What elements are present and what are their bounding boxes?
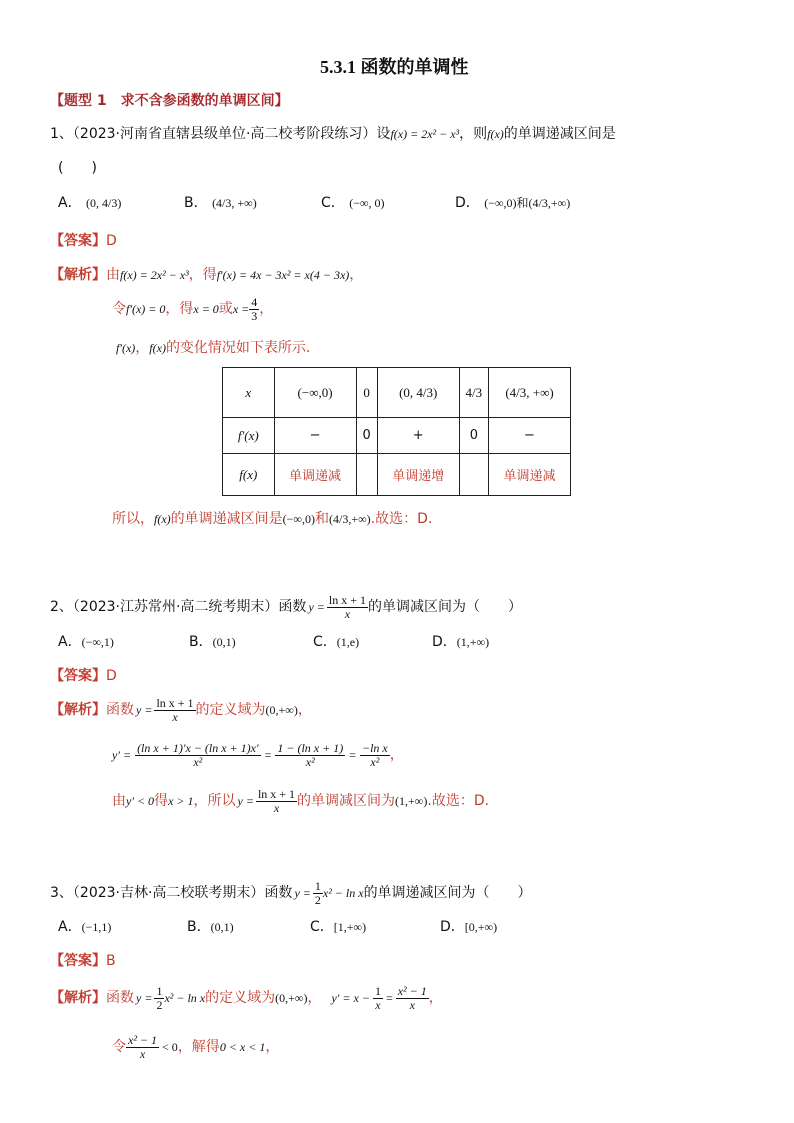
inequality-fraction <box>126 1034 159 1060</box>
q2-option-c <box>313 635 359 649</box>
table-cell: 单调递减 <box>489 454 571 496</box>
math-expr: (0,+∞) <box>265 703 298 718</box>
text: 和 <box>314 511 329 527</box>
denominator: x <box>375 997 381 1012</box>
table-cell: (−∞,0) <box>274 368 356 418</box>
equals: = <box>349 748 356 763</box>
denominator: x <box>172 709 178 724</box>
text: 由 <box>112 793 126 810</box>
q1-prefix: 1、（2023·河南省直辖县级单位·高二校考阶段练习）设 <box>50 126 391 142</box>
analysis-label: 【解析】 <box>50 267 106 283</box>
denominator: x <box>344 606 351 621</box>
answer-label: 【答案】 <box>50 668 106 684</box>
text: ，所以 <box>193 793 236 810</box>
fraction-one-half <box>313 880 323 906</box>
text: 的定义域为 <box>205 990 276 1007</box>
derivative-fraction-1 <box>135 742 261 768</box>
math-expr: x > 1 <box>168 794 194 809</box>
denominator: x² <box>193 754 203 769</box>
q2-derivative <box>112 742 404 768</box>
q3-analysis-line1 <box>50 985 443 1011</box>
text: 所以， <box>112 511 154 527</box>
q2-option-b <box>189 635 236 649</box>
q2-option-a <box>58 635 114 649</box>
table-cell: − <box>274 418 356 454</box>
q3-option-d <box>440 920 497 934</box>
math-expr: x² − ln x <box>164 991 206 1006</box>
table-cell: 单调递增 <box>377 454 459 496</box>
math-expr: f(x) = 2x² − x³ <box>120 268 189 282</box>
text: ， <box>307 990 322 1007</box>
option-value: [1,+∞) <box>333 920 367 934</box>
denominator: x <box>139 1046 146 1061</box>
fraction-4-3: $\frac{4}{3}$ <box>251 295 258 323</box>
q2-analysis-line1 <box>50 697 312 723</box>
fraction-one-half <box>154 985 164 1011</box>
q1-option-d <box>455 196 570 210</box>
option-label: A． <box>58 634 82 650</box>
table-row <box>223 418 571 454</box>
table-cell <box>459 454 488 496</box>
section-heading: 【题型 1 求不含参函数的单调区间】 <box>50 93 289 109</box>
variation-table <box>222 367 571 496</box>
q1-analysis-line3 <box>116 341 310 355</box>
numerator: 1 <box>156 984 163 998</box>
math-expr: y′ = <box>112 748 132 763</box>
math-expr: f(x) <box>154 512 171 526</box>
q2-suffix: 的单调减区间为（ ） <box>367 599 522 616</box>
numerator: 1 <box>374 984 381 998</box>
q2-option-d <box>432 635 489 649</box>
numerator: x² − 1 <box>128 1033 158 1047</box>
text: 由 <box>106 267 120 283</box>
answer-value: D <box>106 233 117 249</box>
denominator: 2 <box>156 997 163 1012</box>
text: ， <box>389 747 404 764</box>
q3-stem <box>50 880 532 906</box>
answer-value: B <box>106 953 116 969</box>
q3-option-b <box>187 920 234 934</box>
math-expr: f′(x) <box>116 341 136 355</box>
q3-analysis-line2 <box>112 1034 279 1060</box>
text: 令 <box>112 1039 126 1056</box>
table-row <box>223 454 571 496</box>
text: ，得 <box>165 301 194 318</box>
option-label: D． <box>455 195 480 211</box>
option-value: [0,+∞) <box>464 920 498 934</box>
option-value: (−∞,1) <box>81 635 114 649</box>
q3-answer <box>50 954 116 968</box>
numerator: 1 − (ln x + 1) <box>277 741 344 755</box>
option-label: C． <box>310 919 334 935</box>
denominator: x² <box>370 754 380 769</box>
text: 的单调减区间为 <box>297 793 396 810</box>
text: ，解得 <box>177 1039 220 1056</box>
math-expr: f′(x) = 0 <box>126 302 166 317</box>
math-expr: (0,+∞) <box>275 991 308 1006</box>
option-value: (1,+∞) <box>456 635 490 649</box>
text: ，得 <box>188 267 217 283</box>
fraction-one-over-x <box>373 985 383 1011</box>
math-expr: f(x) <box>149 341 166 355</box>
q1-paren: ( ) <box>58 160 97 176</box>
table-cell: 0 <box>356 368 377 418</box>
table-cell: x <box>223 368 275 418</box>
q1-analysis-line2 <box>112 296 273 322</box>
option-value: (0,1) <box>210 920 234 934</box>
equals: = <box>264 748 272 763</box>
table-cell: 0 <box>459 418 488 454</box>
option-value: (−∞, 0) <box>349 196 385 210</box>
math-expr: < 0 <box>162 1040 178 1055</box>
math-expr: y = <box>136 703 153 718</box>
option-label: C． <box>321 195 345 211</box>
q1-fx: f(x) <box>487 127 504 141</box>
text: 的定义域为 <box>195 702 266 719</box>
math-expr: x² − ln x <box>322 886 364 901</box>
table-cell: 4/3 <box>459 368 488 418</box>
q2-prefix: 2、（2023·江苏常州·高二统考期末）函数 <box>50 599 307 616</box>
option-label: D． <box>432 634 457 650</box>
q2-stem <box>50 594 522 620</box>
denominator: x² <box>305 754 315 769</box>
option-label: B． <box>184 195 208 211</box>
numerator: ln x + 1 <box>257 787 296 801</box>
text: 函数 <box>106 702 134 719</box>
math-expr: x = 0 <box>193 302 219 317</box>
math-expr: y = <box>136 991 153 1006</box>
numerator: −ln x <box>361 741 388 755</box>
answer-value: D <box>106 668 117 684</box>
math-expr: y′ = x − <box>331 991 370 1006</box>
function-fraction <box>154 697 195 723</box>
text: 得 <box>154 793 169 810</box>
text: 令 <box>112 301 126 318</box>
math-expr: x = <box>232 302 250 317</box>
text: ， <box>265 1039 280 1056</box>
q1-option-b <box>184 196 257 210</box>
text: 函数 <box>106 990 134 1007</box>
equals: = <box>385 991 393 1006</box>
numerator: (ln x + 1)′x − (ln x + 1)x′ <box>137 741 259 755</box>
q3-option-c <box>310 920 366 934</box>
q1-conclusion <box>112 512 432 526</box>
option-value: (4/3, +∞) <box>212 196 257 210</box>
analysis-label: 【解析】 <box>50 990 106 1007</box>
option-value: (0, 4/3) <box>86 196 122 210</box>
table-cell: f(x) <box>223 454 275 496</box>
option-label: A． <box>58 195 82 211</box>
text: ， <box>428 990 443 1007</box>
math-expr: f′(x) = 4x − 3x² = x(4 − 3x) <box>216 268 350 282</box>
derivative-fraction <box>396 985 429 1011</box>
text: ， <box>135 340 150 356</box>
table-cell: − <box>489 418 571 454</box>
numerator: 1 <box>314 879 321 893</box>
math-expr: 0 < x < 1 <box>219 1040 266 1055</box>
text: .故选：D. <box>427 793 490 810</box>
function-fraction <box>256 788 297 814</box>
q1-answer <box>50 234 117 248</box>
analysis-label: 【解析】 <box>50 702 106 719</box>
derivative-fraction-2 <box>275 742 345 768</box>
table-cell: (4/3, +∞) <box>489 368 571 418</box>
page-title: 5.3.1 函数的单调性 <box>320 57 469 77</box>
table-cell: f′(x) <box>223 418 275 454</box>
numerator: x² − 1 <box>397 984 427 998</box>
q2-conclusion <box>112 788 489 814</box>
option-label: B． <box>189 634 213 650</box>
text: ， <box>259 301 274 318</box>
table-row <box>223 368 571 418</box>
q1-mid: ，则 <box>459 126 488 142</box>
option-value: (1,e) <box>336 635 360 649</box>
math-expr: (−∞,0) <box>282 512 315 526</box>
table-cell <box>356 454 377 496</box>
answer-label: 【答案】 <box>50 953 106 969</box>
q1-suffix: 的单调递减区间是 <box>503 126 616 142</box>
numerator: ln x + 1 <box>328 593 366 607</box>
answer-label: 【答案】 <box>50 233 106 249</box>
text: ， <box>297 702 312 719</box>
derivative-fraction-3 <box>360 742 390 768</box>
table-cell: + <box>377 418 459 454</box>
option-value: (−∞,0)和(4/3,+∞) <box>484 196 571 210</box>
table-cell: (0, 4/3) <box>377 368 459 418</box>
denominator: x <box>409 997 415 1012</box>
q3-suffix: 的单调递减区间为（ ） <box>363 885 532 902</box>
math-expr: (1,+∞) <box>395 794 428 809</box>
text: 的变化情况如下表所示. <box>165 340 311 356</box>
text: 或 <box>218 301 233 318</box>
option-label: A． <box>58 919 82 935</box>
denominator: 2 <box>314 892 321 907</box>
q1-stem <box>50 127 616 141</box>
text: ， <box>349 267 364 283</box>
option-value: (0,1) <box>212 635 236 649</box>
option-label: C． <box>313 634 337 650</box>
q1-function: f(x) = 2x² − x³ <box>390 127 460 141</box>
q3-option-a <box>58 920 111 934</box>
math-expr: (4/3,+∞) <box>328 512 371 526</box>
math-expr: y = <box>237 794 254 809</box>
q2-function-fraction <box>327 594 368 620</box>
math-expr: y = <box>294 886 311 901</box>
option-label: D． <box>440 919 465 935</box>
text: 的单调递减区间是 <box>170 511 283 527</box>
q3-prefix: 3、（2023·吉林·高二校联考期末）函数 <box>50 885 293 902</box>
option-value: (−1,1) <box>81 920 112 934</box>
math-expr: y′ < 0 <box>126 794 155 809</box>
q1-option-a <box>58 196 121 210</box>
q1-option-c <box>321 196 385 210</box>
table-cell: 0 <box>356 418 377 454</box>
math-expr: y = <box>308 600 325 615</box>
denominator: x <box>273 800 280 815</box>
numerator: ln x + 1 <box>156 696 194 710</box>
q2-answer <box>50 669 117 683</box>
q1-analysis-line1 <box>50 268 363 282</box>
option-label: B． <box>187 919 211 935</box>
text: .故选：D. <box>370 511 433 527</box>
table-cell: 单调递减 <box>274 454 356 496</box>
